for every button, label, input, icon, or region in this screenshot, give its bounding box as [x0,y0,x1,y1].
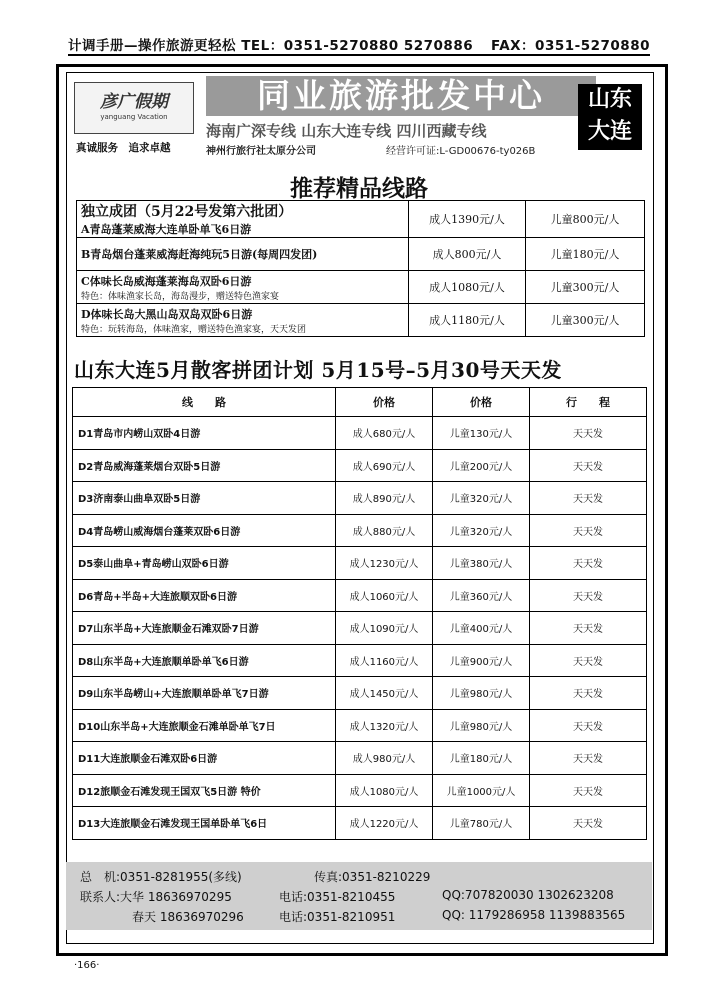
table-row [73,644,647,677]
featured-title: 推荐精品线路 [290,175,428,202]
featured-route-cell [77,201,409,238]
group-heading: 独立成团（5月22号发第六批团） [81,204,293,220]
page-title: 同业旅游批发中心 [206,76,596,116]
top-line-text: 计调手册—操作旅游更轻松 TEL：0351-5270880 5270886 [68,38,474,54]
region-badge [578,84,642,150]
child-price-cell: 儿童200元/人 [433,449,530,482]
table-row [73,449,647,482]
schedule-cell: 天天发 [530,547,647,580]
child-price: 儿童300元/人 [526,304,645,337]
adult-price-cell: 成人690元/人 [336,449,433,482]
contact-qq-2: QQ: 1179286958 1139883565 [442,908,626,922]
route-cell: D5泰山曲阜+青岛崂山双卧6日游 [73,547,336,580]
header-price-child: 价格 [433,388,530,417]
schedule-cell: 天天发 [530,612,647,645]
adult-price-cell: 成人980元/人 [336,742,433,775]
route-cell: D13大连旅顺金石滩发现王国单卧单飞6日 [73,807,336,840]
route-cell: D7山东半岛+大连旅顺金石滩双卧7日游 [73,612,336,645]
table-row [77,238,645,271]
schedule-cell: 天天发 [530,514,647,547]
table-row [73,514,647,547]
schedule-cell: 天天发 [530,709,647,742]
schedule-cell: 天天发 [530,677,647,710]
adult-price-cell: 成人1160元/人 [336,644,433,677]
adult-price-cell: 成人1320元/人 [336,709,433,742]
route-name: B青岛烟台蓬莱威海赶海纯玩5日游(每周四发团) [77,238,409,271]
top-contact-line [68,34,650,56]
table-row [73,774,647,807]
child-price-cell: 儿童1000元/人 [433,774,530,807]
schedule-cell: 天天发 [530,807,647,840]
slogan: 真诚服务 追求卓越 [76,142,171,154]
schedule-cell: 天天发 [530,774,647,807]
page-number: ·166· [74,960,100,971]
schedule-cell: 天天发 [530,482,647,515]
schedule-title [74,354,562,383]
contact-phone-2: 电话:0351-8210951 [279,910,396,924]
table-row [77,201,645,238]
agency-name: 神州行旅行社太原分公司 [206,146,316,157]
logo-subtext: yanguang Vacation [100,113,168,121]
fax-number: 传真:0351-8210229 [314,870,431,884]
route-cell: D9山东半岛崂山+大连旅顺单卧单飞7日游 [73,677,336,710]
schedule-title-dates: 5月15号–5月30号天天发 [321,358,562,382]
top-line-fax: FAX：0351-5270880 [491,38,650,54]
route-name: A青岛蓬莱威海大连单卧单飞6日游 [81,223,252,236]
adult-price-cell: 成人880元/人 [336,514,433,547]
table-row [73,417,647,450]
route-cell: D4青岛崂山威海烟台蓬莱双卧6日游 [73,514,336,547]
child-price-cell: 儿童980元/人 [433,677,530,710]
child-price-cell: 儿童320元/人 [433,482,530,515]
child-price-cell: 儿童400元/人 [433,612,530,645]
route-cell: D2青岛威海蓬莱烟台双卧5日游 [73,449,336,482]
adult-price-cell: 成人1090元/人 [336,612,433,645]
contact-qq-1: QQ:707820030 1302623208 [442,888,614,902]
adult-price-cell: 成人1060元/人 [336,579,433,612]
child-price-cell: 儿童360元/人 [433,579,530,612]
route-cell: D6青岛+半岛+大连旅顺双卧6日游 [73,579,336,612]
table-row [73,709,647,742]
child-price: 儿童180元/人 [526,238,645,271]
table-row [73,547,647,580]
schedule-cell: 天天发 [530,417,647,450]
route-cell: D8山东半岛+大连旅顺单卧单飞6日游 [73,644,336,677]
route-name: C体味长岛威海蓬莱海岛双卧6日游 [81,274,252,288]
adult-price-cell: 成人1220元/人 [336,807,433,840]
table-row [77,304,645,337]
child-price: 儿童300元/人 [526,271,645,304]
license-number: 经营许可证:L-GD00676-ty026B [386,146,536,157]
table-row [77,271,645,304]
adult-price-cell: 成人1450元/人 [336,677,433,710]
schedule-cell: 天天发 [530,579,647,612]
main-phone: 总 机:0351-8281955(多线) [80,870,242,884]
route-name: D体味长岛大黑山岛双岛双卧6日游 [81,307,253,321]
child-price-cell: 儿童900元/人 [433,644,530,677]
adult-price: 成人1080元/人 [409,271,526,304]
region-line-1: 山东 [587,87,632,112]
brand-logo [74,82,194,134]
header-route: 线 路 [73,388,336,417]
contact-person-2: 春天 18636970296 [132,910,244,924]
featured-route-cell [77,304,409,337]
featured-route-cell [77,271,409,304]
adult-price: 成人1180元/人 [409,304,526,337]
route-cell: D10山东半岛+大连旅顺金石滩单卧单飞7日 [73,709,336,742]
route-cell: D11大连旅顺金石滩双卧6日游 [73,742,336,775]
schedule-body [73,417,647,840]
header [66,72,652,157]
schedule-cell: 天天发 [530,449,647,482]
header-schedule: 行 程 [530,388,647,417]
featured-table [76,200,645,337]
adult-price-cell: 成人890元/人 [336,482,433,515]
region-line-2: 大连 [587,119,632,144]
table-row [73,677,647,710]
route-cell: D3济南泰山曲阜双卧5日游 [73,482,336,515]
route-feature: 特色：体味渔家长岛，海岛漫步，赠送特色渔家宴 [81,291,280,302]
header-price-adult: 价格 [336,388,433,417]
contact-footer [66,862,652,930]
table-row [73,482,647,515]
schedule-cell: 天天发 [530,742,647,775]
table-row [73,612,647,645]
route-cell: D12旅顺金石滩发现王国双飞5日游 特价 [73,774,336,807]
route-cell: D1青岛市内崂山双卧4日游 [73,417,336,450]
logo-text: 彦广假期 [100,92,168,112]
route-feature: 特色：玩转海岛，体味渔家，赠送特色渔家宴，天天发团 [81,324,307,335]
adult-price-cell: 成人1080元/人 [336,774,433,807]
adult-price: 成人1390元/人 [409,201,526,238]
child-price-cell: 儿童130元/人 [433,417,530,450]
contact-phone-1: 电话:0351-8210455 [279,890,396,904]
schedule-cell: 天天发 [530,644,647,677]
table-row [73,742,647,775]
schedule-table [72,387,647,840]
child-price-cell: 儿童980元/人 [433,709,530,742]
adult-price: 成人800元/人 [409,238,526,271]
table-header-row [73,388,647,417]
adult-price-cell: 成人1230元/人 [336,547,433,580]
schedule-title-main: 山东大连5月散客拼团计划 [74,358,314,382]
child-price-cell: 儿童180元/人 [433,742,530,775]
adult-price-cell: 成人680元/人 [336,417,433,450]
child-price-cell: 儿童780元/人 [433,807,530,840]
child-price: 儿童800元/人 [526,201,645,238]
child-price-cell: 儿童380元/人 [433,547,530,580]
table-row [73,579,647,612]
contact-person-1: 联系人:大华 18636970295 [80,890,232,904]
specialty-lines: 海南广深专线 山东大连专线 四川西藏专线 [206,122,487,140]
child-price-cell: 儿童320元/人 [433,514,530,547]
table-row [73,807,647,840]
